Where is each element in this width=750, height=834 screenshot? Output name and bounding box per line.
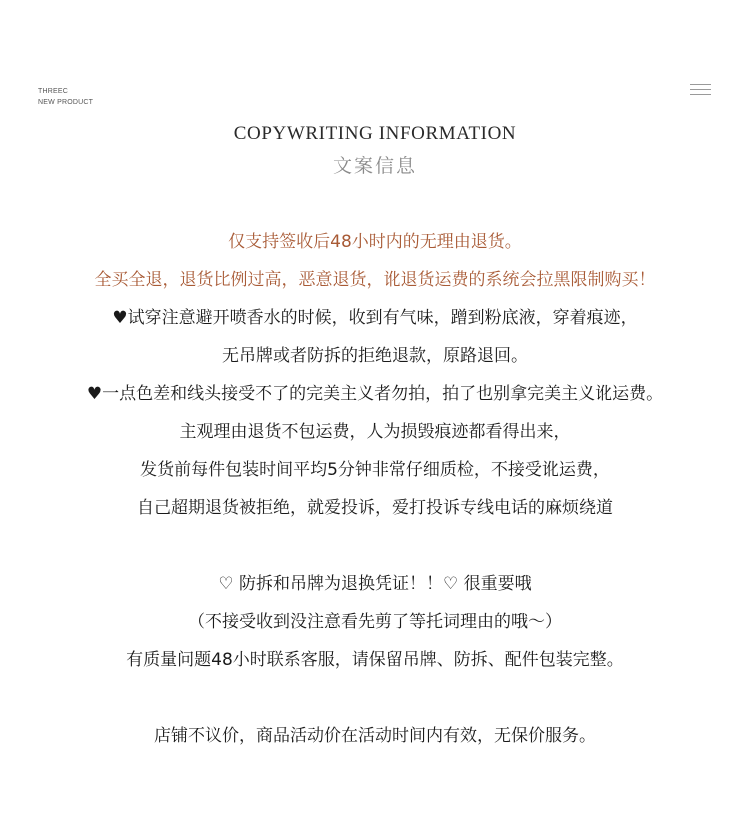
policy-line: ♥试穿注意避开喷香水的时候，收到有气味，蹭到粉底液，穿着痕迹，: [112, 308, 638, 328]
policy-line: ♥一点色差和线头接受不了的完美主义者勿拍，拍了也别拿完美主义讹运费。: [86, 384, 664, 404]
hamburger-menu-icon[interactable]: [690, 84, 711, 96]
page-title-en: COPYWRITING INFORMATION: [233, 123, 517, 144]
policy-line: 全买全退，退货比例过高，恶意退货，讹退货运费的系统会拉黑限制购买！: [94, 270, 656, 290]
policy-line: ♡ 防拆和吊牌为退换凭证！！♡ 很重要哦: [218, 574, 532, 594]
policy-line: 无吊牌或者防拆的拒绝退款，原路退回。: [222, 346, 528, 366]
policy-line: 有质量问题48小时联系客服，请保留吊牌、防拆、配件包装完整。: [126, 650, 624, 670]
policy-line: 发货前每件包装时间平均5分钟非常仔细质检，不接受讹运费，: [140, 460, 610, 480]
brand-tagline: NEW PRODUCT: [38, 99, 94, 106]
policy-line: 店铺不议价，商品活动价在活动时间内有效，无保价服务。: [154, 726, 596, 746]
page-title-zh: 文案信息: [332, 155, 417, 177]
brand-name: THREEC: [38, 88, 68, 95]
policy-line: 主观理由退货不包运费，人为损毁痕迹都看得出来，: [179, 422, 571, 442]
policy-line: 仅支持签收后48小时内的无理由退货。: [228, 232, 522, 252]
policy-line: （不接受收到没注意看先剪了等托词理由的哦～）: [188, 612, 562, 632]
brand-logo: [38, 86, 93, 108]
policy-line: 自己超期退货被拒绝，就爱投诉，爱打投诉专线电话的麻烦绕道: [137, 498, 613, 518]
